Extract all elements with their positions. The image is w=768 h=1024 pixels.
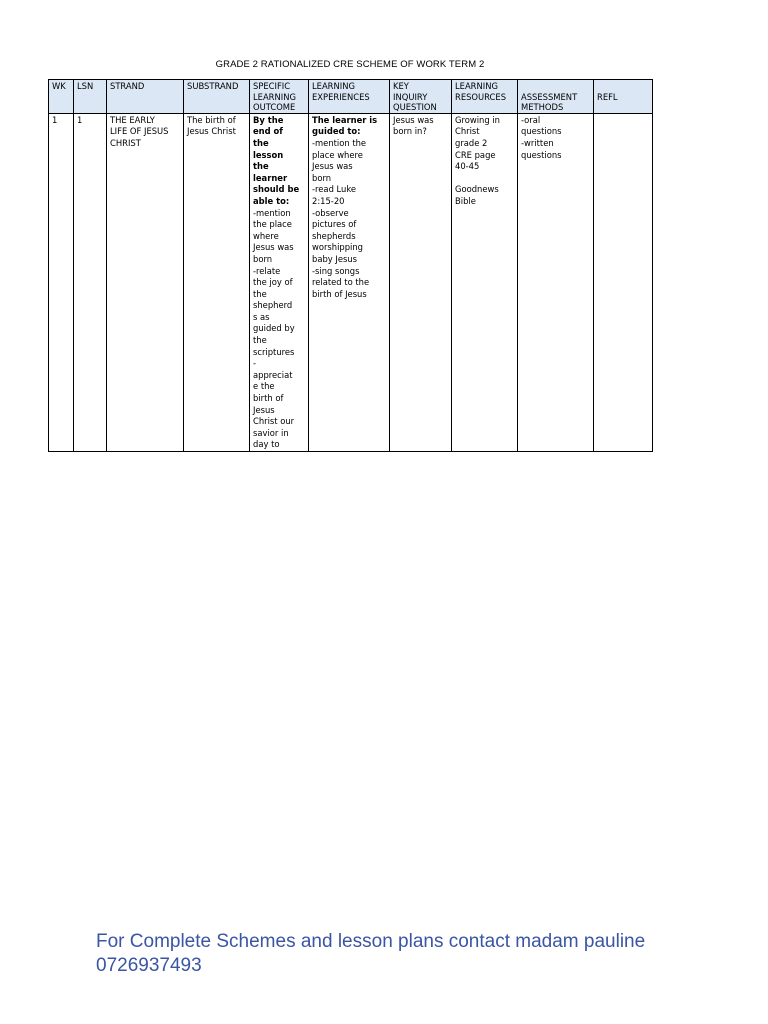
cell-lsn: 1 — [74, 113, 107, 451]
header-learning-resources: LEARNING RESOURCES — [452, 80, 518, 114]
experiences-list-text: -mention the place where Jesus was born -read Luke 2:15-20 -observe pictures of shepherds worshipping baby Jesus -sing songs related to the birth of Jesus — [312, 137, 370, 299]
cell-reflection — [594, 113, 653, 451]
scheme-of-work-table — [48, 79, 653, 452]
experiences-lead-text: The learner is guided to: — [312, 114, 378, 137]
cell-strand: THE EARLY LIFE OF JESUS CHRIST — [107, 113, 184, 451]
header-assessment-methods: ASSESSMENT METHODS — [518, 80, 594, 114]
cell-assessment-methods: -oral questions -written questions — [518, 113, 594, 451]
table-row — [49, 113, 653, 451]
cell-wk: 1 — [49, 113, 74, 451]
header-learning-experiences: LEARNING EXPERIENCES — [309, 80, 390, 114]
cell-key-inquiry-question: Jesus was born in? — [390, 113, 452, 451]
header-lsn: LSN — [74, 80, 107, 114]
cell-specific-learning-outcome — [250, 113, 309, 451]
cell-learning-experiences — [309, 113, 390, 451]
header-reflection: REFL — [594, 80, 653, 114]
header-wk: WK — [49, 80, 74, 114]
header-strand: STRAND — [107, 80, 184, 114]
table-header-row — [49, 80, 653, 114]
document-title: GRADE 2 RATIONALIZED CRE SCHEME OF WORK TERM 2 — [215, 59, 485, 70]
cell-learning-resources: Growing in Christ grade 2 CRE page 40-45 Goodnews Bible — [452, 113, 518, 451]
header-key-inquiry-question: KEY INQUIRY QUESTION — [390, 80, 452, 114]
outcome-list-text: -mention the place where Jesus was born -relate the joy of the shepherd s as guided by the scriptures - appreciat e the birth of Jesus Christ our savior in day to — [253, 207, 295, 450]
header-specific-learning-outcome: SPECIFIC LEARNING OUTCOME — [250, 80, 309, 114]
contact-footer-text: For Complete Schemes and lesson plans contact madam pauline 0726937493 — [96, 931, 646, 976]
header-substrand: SUBSTRAND — [184, 80, 250, 114]
cell-substrand: The birth of Jesus Christ — [184, 113, 250, 451]
outcome-lead-text: By the end of the lesson the learner should be able to: — [253, 114, 300, 206]
